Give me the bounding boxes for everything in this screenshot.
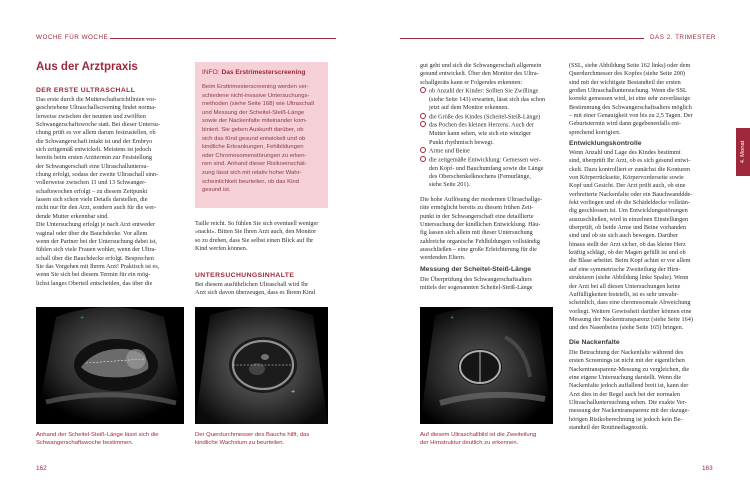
col4-body (569, 62, 693, 137)
text-line: scheinlichkeit beurteilen, ob das Kind (202, 178, 299, 185)
ultrasound-brain-scan (420, 307, 553, 424)
text-line: Das erste durch die Mutterschaftsrichtlinien vor- (36, 96, 157, 103)
text-line: schaftswochen erfolgt – zu diesem Zeitpunkt (36, 187, 148, 195)
text-line: ckelt. Dazu kontrolliert er zunächst die Konturen (569, 165, 691, 173)
text-line: Bei diesem ausführlichen Ultraschall wird Ihr (195, 281, 309, 288)
check-list-item-cont (420, 165, 545, 173)
check-list-text: Arme und Beine (429, 147, 470, 155)
check-list (420, 87, 545, 190)
text-line: ausschließen – eine große Erleichterung für die (420, 246, 537, 254)
text-line: Auf diesem Ultraschallbild ist die Zweiteilung (420, 432, 537, 438)
text-line: Kopf und Gesicht. Der Arzt prüft auch, ob eine (569, 182, 686, 190)
col4-body-3 (569, 349, 689, 432)
text-line: kindliche Erkrankungen, Fehlbildungen (202, 144, 304, 151)
check-list-item (420, 156, 545, 165)
check-list-text: das Pochen des kleinen Herzens. Auch der (429, 121, 534, 129)
check-list-text: die zeitgemäße Entwicklung: Gemessen wer- (429, 156, 541, 164)
text-line: mittels der sogenannten Scheitel-Steiß-Länge (420, 284, 533, 292)
check-list-text: (siehe Seite 143) erwarten, lässt sich das schon (429, 95, 546, 103)
subhead-entwicklungskontrolle: Entwicklungskontrolle (569, 140, 642, 147)
page-number-left: 162 (36, 465, 47, 472)
info-box-title (202, 69, 305, 76)
check-list-text: ob Anzahl der Kinder: Sollten Sie Zwillinge (429, 87, 539, 95)
text-line: nicht nur für den Arzt, sondern auch für die wer- (36, 204, 157, 212)
text-line: sprechend korrigiert. (569, 128, 621, 136)
text-line: und des Nasenbeins (siehe Seite 165) bringen. (569, 324, 684, 332)
text-line: vaginal oder über die Bauchdecke. Vor allem (36, 229, 148, 237)
text-line: großen Ultraschalluntersuchung. Wenn die SSL (569, 87, 687, 95)
check-list-item (420, 87, 545, 96)
running-header-left: WOCHE FÜR WOCHE (36, 34, 109, 41)
text-line: auszuschließen, wird in einzelnen Einstellungen (569, 215, 689, 223)
text-line: zung lässt sich mit relativ hoher Wahr- (202, 169, 302, 176)
subhead-untersuchungsinhalte: UNTERSUCHUNGSINHALTE (195, 272, 295, 279)
text-line: bereits beim ersten Arzttermin zur Feststellung (36, 154, 152, 162)
text-line: lichst langes Oberteil entscheiden, das über die (36, 279, 153, 287)
check-list-item-cont (420, 130, 545, 138)
check-list-item-cont (420, 96, 545, 104)
text-line: sind, überprüft Ihr Arzt, ob es sich gesund entwi- (569, 157, 691, 165)
svg-text:+: + (291, 389, 296, 395)
check-list-text: siehe Seite 201). (429, 181, 471, 189)
text-line: scheinlich, dass eine chromosomale Abweichung (569, 299, 691, 307)
check-list-item (420, 121, 545, 130)
check-list-item (420, 113, 545, 122)
text-line: lerweise zwischen der neunten und zwölften (36, 112, 146, 120)
text-line: vorliegt. Weitere Gewissheit darüber können eine (569, 307, 692, 315)
text-line: so zu drehen, dass Sie selbst einen Blick auf Ihr (195, 236, 314, 244)
text-line: kindliche Wachstum zu beurteilen. (195, 439, 285, 446)
svg-text:+: + (450, 315, 455, 321)
col2-body-2 (195, 281, 315, 298)
text-line: Schwangerschaftswoche bestimmen. (36, 439, 134, 446)
text-line: ersten Screenings ist nicht mit der eigentlichen (569, 357, 685, 365)
text-line: räte ermöglicht bereits zu diesem frühen Zeit- (420, 204, 534, 212)
text-line: gesund ist. (202, 187, 231, 194)
text-line: schiedene nicht-invasive Untersuchungs- (202, 92, 310, 99)
text-line: nen sind. Anhand dieser Risikoeinschät- (202, 161, 307, 168)
text-line: Untersuchung der kindlichen Entwicklung. Häu- (420, 221, 541, 229)
text-line: messung der Nackentransparenz mit der dazuge- (569, 407, 690, 415)
text-line: sich zeitgemäß entwickelt. Meistens ist jedoch (36, 146, 152, 154)
text-line: standteil der Routinediagnostik. (569, 424, 648, 432)
text-line: Schwangerschaftswoche statt. Bei dieser Untersu- (36, 121, 160, 129)
text-line: überprüft, ob beide Arme und Beine vorhanden (569, 224, 687, 232)
text-line: oder Chromosomenstörungen zu erken- (202, 152, 307, 159)
text-line: Die hohe Auflösung der modernen Ultraschallge- (420, 196, 543, 203)
text-line: geschriebene Ultraschallscreening findet norma- (36, 104, 157, 112)
text-line: kräftig schlägt, ob der Magen gefüllt ist und ob (569, 249, 686, 257)
text-line: schall über die Bauchdecke erfolgt. Besprechen (36, 254, 154, 262)
header-rule-left (110, 38, 336, 39)
text-line: Arzt sich davon überzeugen, dass es Ihrem Kind (195, 289, 315, 297)
text-line: schallgeräts kann er Folgendes erkennen: (420, 78, 523, 86)
circle-bullet-icon (420, 156, 426, 162)
subhead-ssl-messung: Messung der Scheitel-Steiß-Länge (420, 266, 532, 273)
text-line: Der Querdurchmesser des Bauchs hilft, das (195, 432, 310, 438)
text-line: (SSL, siehe Abbildung Seite 162 links) oder dem (569, 62, 691, 69)
caption-brain (420, 432, 536, 448)
text-line: Kind werfen können. (195, 245, 248, 253)
text-line: hörigen Risikoberechnung ist jedoch kein Be- (569, 415, 683, 423)
check-list-text: des Oberschenkelknochens (Femurlänge, (429, 172, 531, 180)
check-list-item (420, 147, 545, 156)
text-line: Arzt dies in der Regel auch bei der normalen (569, 390, 680, 398)
circle-bullet-icon (420, 113, 426, 119)
ultrasound-image-abdomen (195, 307, 328, 424)
text-line: gesund entwickelt. Über den Monitor des Ultra- (420, 70, 539, 78)
text-line: Die Untersuchung erfolgt je nach Arzt entweder (36, 221, 155, 229)
info-label: INFO: (202, 69, 220, 76)
svg-text:+: + (80, 315, 85, 321)
col4-body-2 (569, 149, 693, 333)
text-line: korrekt gemessen wird, ist eine sehr zuverlässige (569, 95, 691, 103)
check-list-text: jetzt auf dem Monitor erkennen. (429, 104, 509, 112)
chapter-tab[interactable] (736, 128, 750, 176)
circle-bullet-icon (420, 147, 426, 153)
text-line: sind und ob sie sich auch bewegen. Darüber (569, 232, 678, 240)
caption-ssl (36, 432, 158, 448)
text-line: chung prüft es vor allem darum festzustellen, ob (36, 129, 156, 137)
text-line: eine eigene Untersuchung darstellt. Wenn die (569, 374, 682, 382)
text-line: Bestimmung des Schwangerschaftsalters möglich (569, 103, 692, 111)
info-box (195, 62, 328, 208)
text-line: zahlreiche organische Fehlbildungen vollständig (420, 237, 540, 245)
check-list-item-cont (420, 181, 545, 189)
text-line: Taille reicht. So fühlen Sie sich eventuell weniger (195, 220, 319, 227)
text-line: Anhand der Scheitel-Steiß-Länge lässt sich die (36, 432, 159, 438)
text-line: Wenn Anzahl und Lage des Kindes bestimmt (569, 149, 681, 156)
check-list-text: die Größe des Kindes (Scheitel-Steiß-Länge) (429, 113, 541, 121)
text-line: strukturen (siehe Abbildung linke Spalte). Wenn (569, 274, 689, 282)
running-header-right: DAS 2. TRIMESTER (650, 34, 716, 41)
check-list-text: Punkt rhythmisch bewegt. (429, 138, 494, 146)
check-list-item-cont (420, 139, 545, 147)
text-line: auf eine symmetrische Zweiteilung der Hirn- (569, 265, 681, 273)
text-line: Ultraschalluntersuchung sehen. Die exakte Ver- (569, 399, 687, 407)
text-line: der Hirnstruktur deutlich zu erkennen. (420, 439, 519, 446)
text-line: fühlen sich viele Frauen wohler, wenn der Ultra- (36, 246, 157, 254)
text-line: der Arzt bei all diesen Untersuchungen keine (569, 282, 681, 290)
col1-body (36, 96, 160, 288)
text-line: Auffälligkeiten feststellt, ist es sehr unwahr- (569, 290, 679, 298)
check-list-text: Mutter kann sehen, wie sich ein winziger (429, 130, 531, 138)
subhead-nackenfalte: Die Nackenfalte (569, 339, 620, 346)
text-line: verbreiterte Nackenfalte oder ein Bauchwanddde- (569, 190, 693, 198)
circle-bullet-icon (420, 87, 426, 93)
text-line: fig lassen sich allein mit dieser Untersuchung (420, 229, 533, 237)
text-line: fekt vorliegen und ob die Schädeldecke vollstän- (569, 199, 690, 207)
text-line: werdenden Eltern. (420, 254, 466, 262)
text-line: Messung der Nackentransparenz (siehe Seite 164) (569, 315, 693, 323)
col3-body (420, 62, 541, 87)
col3-body-2 (420, 196, 542, 263)
text-line: lassen sich schon viele Details darstellen, die (36, 196, 148, 204)
check-list-item-cont (420, 173, 545, 181)
subhead-erster-ultraschall: DER ERSTE ULTRASCHALL (36, 87, 136, 94)
circle-bullet-icon (420, 121, 426, 127)
page-number-right: 163 (702, 465, 713, 472)
check-list-text: den Kopf- und Bauchumfang sowie die Länge (429, 164, 544, 172)
text-line: sich das Kind gesund entwickelt und ob (202, 135, 306, 142)
text-line: Querdurchmesser des Kopfes (siehe Seite 200) (569, 70, 685, 78)
text-line: die Schwangerschaft intakt ist und der Embryo (36, 137, 153, 145)
col2-body (195, 220, 318, 253)
text-line: gut geht und sich die Schwangerschaft allgemein (420, 62, 542, 69)
caption-abdomen (195, 432, 309, 448)
text-line: Beim Ersttrimesterscreening werden ver- (202, 84, 309, 90)
text-line: Die Überprüfung des Schwangerschaftsalters (420, 276, 532, 283)
text-line: chung erfolgt, sodass der zweite Ultraschall sinn- (36, 171, 159, 179)
text-line: Geburtstermin wird dann gegebenenfalls ent- (569, 120, 682, 128)
text-line: sowie der Nackenfalte miteinander kom- (202, 118, 308, 125)
text-line: der Schwangerschaft eine Ultraschalluntersu- (36, 162, 149, 170)
text-line: wenn Sie sich bei diesem Termin für ein mög- (36, 271, 151, 279)
text-line: – mit einer Genauigkeit von bis zu 2,5 Tagen. Der (569, 112, 693, 120)
text-line: wenn der Partner bei der Untersuchung dabei ist, (36, 237, 157, 245)
col3-body-3 (420, 276, 533, 293)
chapter-tab-label: 4. Monat (740, 140, 746, 164)
text-line: Nackentransparenz-Messung zu vergleichen, die (569, 365, 690, 373)
text-line: methoden (siehe Seite 168) wie Ultraschall (202, 101, 314, 108)
header-rule-right (400, 38, 644, 39)
text-line: und Messung der Scheitel-Steiß-Länge (202, 109, 305, 116)
text-line: punkt in der Schwangerschaft eine detaillierte (420, 212, 534, 220)
text-line: hinaus stellt der Arzt sicher, ob das kleine Herz (569, 240, 686, 248)
ultrasound-ssl-scan (36, 307, 184, 424)
info-box-body (202, 83, 314, 195)
text-line: biniert. Sie geben Auskunft darüber, ob (202, 126, 304, 133)
ultrasound-image-ssl (36, 307, 184, 424)
info-title: Das Erstrimesterscreening (221, 69, 306, 76)
text-line: »nackt«. Bitten Sie Ihren Arzt auch, den Monitor (195, 228, 317, 236)
text-line: dende Mutter erkennbar sind. (36, 212, 109, 220)
text-line: Die Betrachtung der Nackenfalte während des (569, 349, 684, 356)
text-line: vollerweise zwischen 11 und 13 Schwanger- (36, 179, 147, 187)
ultrasound-image-brain (420, 307, 553, 424)
text-line: die Blase arbeitet. Beim Kopf achtet er vor allem (569, 257, 691, 265)
ultrasound-abdomen-scan (195, 307, 328, 424)
text-line: Sie das Vorgehen mit Ihrem Arzt! Praktisch ist es, (36, 262, 160, 270)
text-line: von Körperrückseite, Körpervorderseite sowie (569, 174, 684, 182)
text-line: Nackenfalte jedoch auffallend breit ist, kann der (569, 382, 689, 390)
page-title: Aus der Arztpraxis (36, 61, 138, 73)
text-line: dig geschlossen ist. Um Entwicklungsstörungen (569, 207, 688, 215)
text-line: sind mit der wichtigste Bestandteil der ersten (569, 78, 681, 86)
check-list-item-cont (420, 104, 545, 112)
